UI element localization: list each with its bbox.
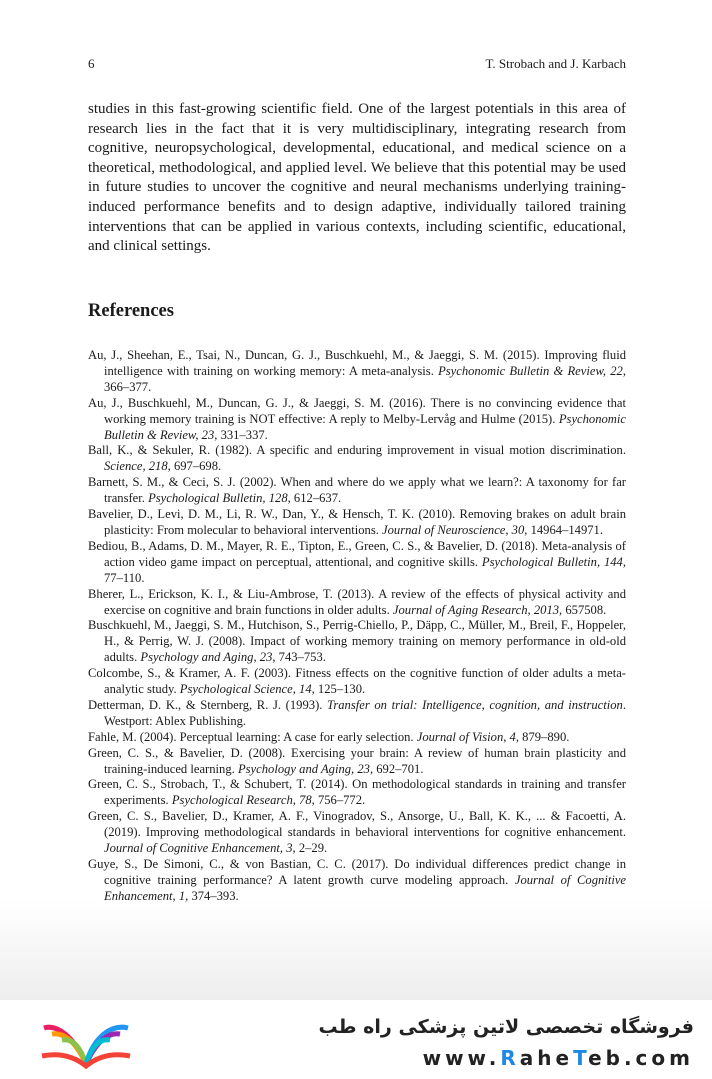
reference-item: Green, C. S., & Bavelier, D. (2008). Exercising your brain: A review of human brain plasticity and training-induced learning. Psychology and Aging, 23, 692–701.	[88, 745, 626, 776]
reference-item: Green, C. S., Strobach, T., & Schubert, T. (2014). On methodological standards in training and transfer experiments. Psychological Research, 78, 756–772.	[88, 777, 626, 808]
open-book-logo-icon	[38, 1012, 134, 1075]
reference-item: Colcombe, S., & Kramer, A. F. (2003). Fitness effects on the cognitive function of older adults a meta-analytic study. Psychological Science, 14, 125–130.	[88, 666, 626, 697]
references-heading: References	[88, 301, 174, 321]
reference-item: Green, C. S., Bavelier, D., Kramer, A. F., Vinogradov, S., Ansorge, U., Ball, K. K., ... & Facoetti, A. (2019). Improving methodological standards in behavioral interventions for cognitive enhancement. Journal of Cognitive Enhancement, 3, 2–29.	[88, 809, 626, 856]
reference-item: Detterman, D. K., & Sternberg, R. J. (1993). Transfer on trial: Intelligence, cognition, and instruction. Westport: Ablex Publishing.	[88, 697, 626, 728]
publisher-banner	[0, 1000, 712, 1079]
reference-item: Fahle, M. (2004). Perceptual learning: A case for early selection. Journal of Vision, 4, 879–890.	[88, 729, 570, 744]
body-paragraph: studies in this fast-growing scientific field. One of the largest potentials in this area of research lies in the fact that it is very multidisciplinary, integrating research from cognitive, neuropsychological, developmental, educational, and medical science on a theoretical, methodological, and applied level. We believe that this potential may be used in future studies to uncover the cognitive and neural mechanisms underlying training-induced performance benefits and to design adaptive, individually tailored training interventions that can be applied in various contexts, including scientific, educational, and clinical settings.	[88, 101, 626, 255]
reference-item: Bherer, L., Erickson, K. I., & Liu-Ambrose, T. (2013). A review of the effects of physical activity and exercise on cognitive and brain functions in older adults. Journal of Aging Research, 2013, 657508.	[88, 586, 626, 617]
reference-item: Barnett, S. M., & Ceci, S. J. (2002). When and where do we apply what we learn?: A taxonomy for far transfer. Psychological Bulletin, 128, 612–637.	[88, 475, 626, 506]
reference-list	[88, 348, 626, 905]
reference-item: Guye, S., De Simoni, C., & von Bastian, C. C. (2017). Do individual differences predict change in cognitive training performance? A latent growth curve modeling approach. Journal of Cognitive Enhancement, 1, 374–393.	[88, 857, 626, 903]
reference-item: Ball, K., & Sekuler, R. (1982). A specific and enduring improvement in visual motion discrimination. Science, 218, 697–698.	[88, 443, 626, 474]
store-url[interactable]: www.RaheTeb.com	[422, 1046, 694, 1070]
reference-item: Buschkuehl, M., Jaeggi, S. M., Hutchison, S., Perrig-Chiello, P., Däpp, C., Müller, M., Breil, F., Hoppeler, H., & Perrig, W. J. (2008). Impact of working memory training on memory performance in old-old adults. Psychology and Aging, 23, 743–753.	[88, 618, 626, 665]
running-head-authors: T. Strobach and J. Karbach	[485, 56, 626, 71]
store-name: فروشگاه تخصصی لاتین پزشکی راه طب	[318, 1016, 694, 1038]
reference-item: Au, J., Sheehan, E., Tsai, N., Duncan, G. J., Buschkuehl, M., & Jaeggi, S. M. (2015). Improving fluid intelligence with training on working memory: A meta-analysis. Psychonomic Bulletin & Review, 22, 366–377.	[88, 348, 627, 394]
reference-item: Bavelier, D., Levi, D. M., Li, R. W., Dan, Y., & Hensch, T. K. (2010). Removing brakes on adult brain plasticity: From molecular to behavioral interventions. Journal of Neuroscience, 30, 14964–14971.	[88, 507, 626, 537]
page-number: 6	[88, 56, 95, 71]
reference-item: Bediou, B., Adams, D. M., Mayer, R. E., Tipton, E., Green, C. S., & Bavelier, D. (2018). Meta-analysis of action video game impact on perceptual, attentional, and cognitive skills. Psychological Bulletin, 144, 77–110.	[88, 538, 626, 585]
reference-item: Au, J., Buschkuehl, M., Duncan, G. J., & Jaeggi, S. M. (2016). There is no convincing evidence that working memory training is NOT effective: A reply to Melby-Lervåg and Hulme (2015). Psychonomic Bulletin & Review, 23, 331–337.	[88, 395, 626, 442]
